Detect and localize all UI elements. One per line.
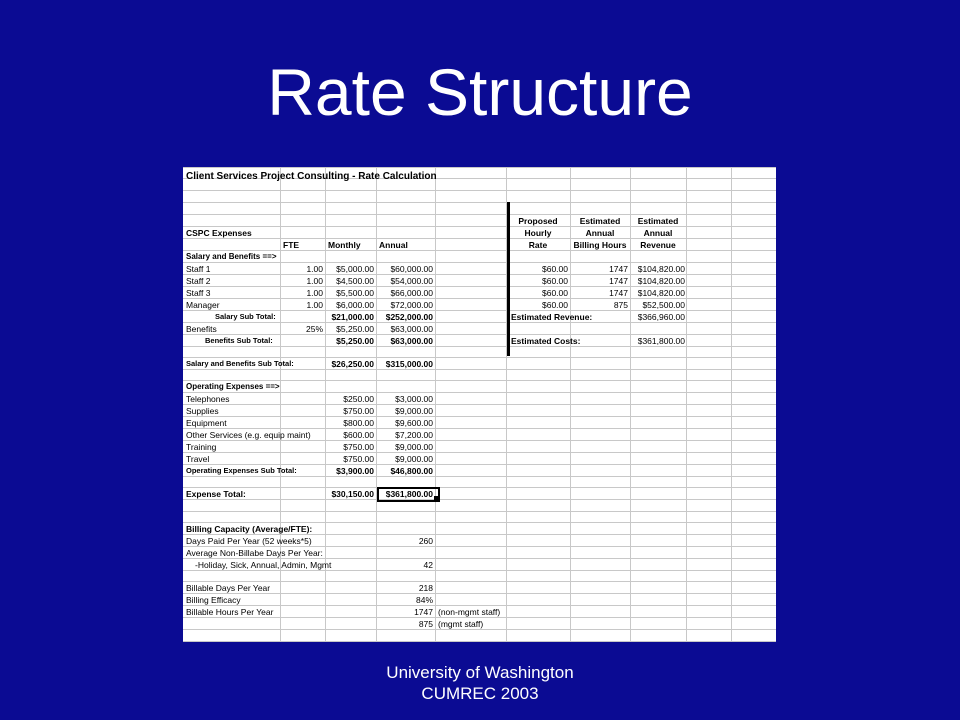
other-services-label: Other Services (e.g. equip maint) <box>186 430 311 440</box>
equipment-monthly: $800.00 <box>343 418 374 428</box>
grid-row-line <box>183 214 776 215</box>
rev-rate-1: $60.00 <box>542 264 568 274</box>
operating-subtotal-annual: $46,800.00 <box>390 466 433 476</box>
manager-monthly: $6,000.00 <box>336 300 374 310</box>
benefits-monthly: $5,250.00 <box>336 324 374 334</box>
est-revenue-label: Estimated Revenue: <box>511 312 593 322</box>
revenue-header-3: Revenue <box>640 240 676 250</box>
est-revenue-value: $366,960.00 <box>637 312 685 322</box>
est-costs-value: $361,800.00 <box>637 336 685 346</box>
spreadsheet <box>183 167 776 642</box>
grid-row-line <box>183 452 776 453</box>
staff-3-monthly: $5,500.00 <box>336 288 374 298</box>
rev-rate-3: $60.00 <box>542 288 568 298</box>
non-billable-label: -Holiday, Sick, Annual, Admin, Mgmt <box>195 560 332 570</box>
operating-header: Operating Expenses ==> <box>186 382 280 391</box>
benefits-subtotal-monthly: $5,250.00 <box>336 336 374 346</box>
rate-header-3: Rate <box>528 240 548 250</box>
rev-revenue-2: $104,820.00 <box>637 276 685 286</box>
rev-rate-4: $60.00 <box>542 300 568 310</box>
staff-2-label: Staff 2 <box>186 276 211 286</box>
non-billable-header: Average Non-Billabe Days Per Year: <box>186 548 323 558</box>
rate-header-1: Proposed <box>518 216 558 226</box>
hours-header-3: Billing Hours <box>573 240 627 250</box>
grid-row-line <box>183 238 776 239</box>
supplies-label: Supplies <box>186 406 219 416</box>
travel-monthly: $750.00 <box>343 454 374 464</box>
grid-row-line <box>183 499 776 500</box>
grid-row-line <box>183 226 776 227</box>
rev-revenue-3: $104,820.00 <box>637 288 685 298</box>
travel-label: Travel <box>186 454 210 464</box>
days-paid-label: Days Paid Per Year (52 weeks*5) <box>186 536 312 546</box>
staff-1-monthly: $5,000.00 <box>336 264 374 274</box>
billable-days-label: Billable Days Per Year <box>186 583 271 593</box>
salary-subtotal-annual: $252,000.00 <box>385 312 433 322</box>
travel-annual: $9,000.00 <box>395 454 433 464</box>
grid-row-line <box>183 581 776 582</box>
grid-row-line <box>183 286 776 287</box>
salary-header: Salary and Benefits ==> <box>186 252 277 261</box>
sb-subtotal-label: Salary and Benefits Sub Total: <box>186 359 294 368</box>
grid-row-line <box>183 202 776 203</box>
expense-total-monthly: $30,150.00 <box>331 489 374 499</box>
staff-2-annual: $54,000.00 <box>390 276 433 286</box>
footer-conference: CUMREC 2003 <box>421 684 539 703</box>
rev-hours-2: 1747 <box>609 276 628 286</box>
supplies-annual: $9,000.00 <box>395 406 433 416</box>
slide-title: Rate Structure <box>267 55 693 129</box>
other-services-monthly: $600.00 <box>343 430 374 440</box>
staff-2-fte: 1.00 <box>306 276 323 286</box>
fill-handle[interactable] <box>434 496 438 500</box>
efficacy-label: Billing Efficacy <box>186 595 241 605</box>
staff-3-label: Staff 3 <box>186 288 211 298</box>
rev-hours-3: 1747 <box>609 288 628 298</box>
billable-hours-value: 1747 <box>414 607 433 617</box>
staff-2-monthly: $4,500.00 <box>336 276 374 286</box>
rev-hours-4: 875 <box>613 300 628 310</box>
grid-row-line <box>183 190 776 191</box>
staff-1-label: Staff 1 <box>186 264 211 274</box>
salary-subtotal-monthly: $21,000.00 <box>331 312 374 322</box>
training-monthly: $750.00 <box>343 442 374 452</box>
grid-row-line <box>183 593 776 594</box>
supplies-monthly: $750.00 <box>343 406 374 416</box>
operating-subtotal-label: Operating Expenses Sub Total: <box>186 466 297 475</box>
expense-total-annual: $361,800.00 <box>385 489 433 499</box>
telephones-label: Telephones <box>186 394 230 404</box>
fte-header: FTE <box>283 240 300 250</box>
equipment-label: Equipment <box>186 418 227 428</box>
telephones-monthly: $250.00 <box>343 394 374 404</box>
grid-row-line <box>183 416 776 417</box>
training-label: Training <box>186 442 217 452</box>
billing-header: Billing Capacity (Average/FTE): <box>186 524 313 534</box>
non-billable-value: 42 <box>423 560 433 570</box>
est-costs-label: Estimated Costs: <box>511 336 581 346</box>
training-annual: $9,000.00 <box>395 442 433 452</box>
salary-subtotal-label: Salary Sub Total: <box>215 312 276 321</box>
manager-annual: $72,000.00 <box>390 300 433 310</box>
mgmt-hours-note: (mgmt staff) <box>438 619 484 629</box>
benefits-label: Benefits <box>186 324 217 334</box>
revenue-header-2: Annual <box>643 228 673 238</box>
days-paid-value: 260 <box>418 536 433 546</box>
rate-header-2: Hourly <box>524 228 552 238</box>
benefits-annual: $63,000.00 <box>390 324 433 334</box>
rev-revenue-1: $104,820.00 <box>637 264 685 274</box>
benefits-fte: 25% <box>305 324 323 334</box>
operating-subtotal-monthly: $3,900.00 <box>336 466 374 476</box>
efficacy-value: 84% <box>415 595 433 605</box>
footer <box>0 662 960 704</box>
mgmt-hours-value: 875 <box>418 619 433 629</box>
grid-row-line <box>183 511 776 512</box>
staff-1-annual: $60,000.00 <box>390 264 433 274</box>
monthly-header: Monthly <box>328 240 361 250</box>
grid-row-line <box>183 167 776 168</box>
rev-rate-2: $60.00 <box>542 276 568 286</box>
grid-row-line <box>183 298 776 299</box>
grid-row-line <box>183 274 776 275</box>
sb-subtotal-annual: $315,000.00 <box>385 359 433 369</box>
staff-3-fte: 1.00 <box>306 288 323 298</box>
grid-row-line <box>183 641 776 642</box>
other-services-annual: $7,200.00 <box>395 430 433 440</box>
expenses-header: CSPC Expenses <box>186 228 252 238</box>
expense-total-label: Expense Total: <box>186 489 246 499</box>
benefits-subtotal-annual: $63,000.00 <box>390 336 433 346</box>
manager-fte: 1.00 <box>306 300 323 310</box>
staff-1-fte: 1.00 <box>306 264 323 274</box>
hours-header-1: Estimated <box>579 216 621 226</box>
footer-institution: University of Washington <box>386 663 574 682</box>
grid-row-line <box>183 487 776 488</box>
manager-label: Manager <box>186 300 220 310</box>
telephones-annual: $3,000.00 <box>395 394 433 404</box>
staff-3-annual: $66,000.00 <box>390 288 433 298</box>
rev-revenue-4: $52,500.00 <box>642 300 685 310</box>
annual-header: Annual <box>379 240 408 250</box>
sheet-title: Client Services Project Consulting - Rate Calculation <box>186 171 437 182</box>
billable-hours-label: Billable Hours Per Year <box>186 607 274 617</box>
grid-row-line <box>183 404 776 405</box>
equipment-annual: $9,600.00 <box>395 418 433 428</box>
billable-hours-note: (non-mgmt staff) <box>438 607 501 617</box>
rev-hours-1: 1747 <box>609 264 628 274</box>
hours-header-2: Annual <box>585 228 615 238</box>
benefits-subtotal-label: Benefits Sub Total: <box>205 336 273 345</box>
revenue-header-1: Estimated <box>637 216 679 226</box>
sb-subtotal-monthly: $26,250.00 <box>331 359 374 369</box>
billable-days-value: 218 <box>418 583 433 593</box>
